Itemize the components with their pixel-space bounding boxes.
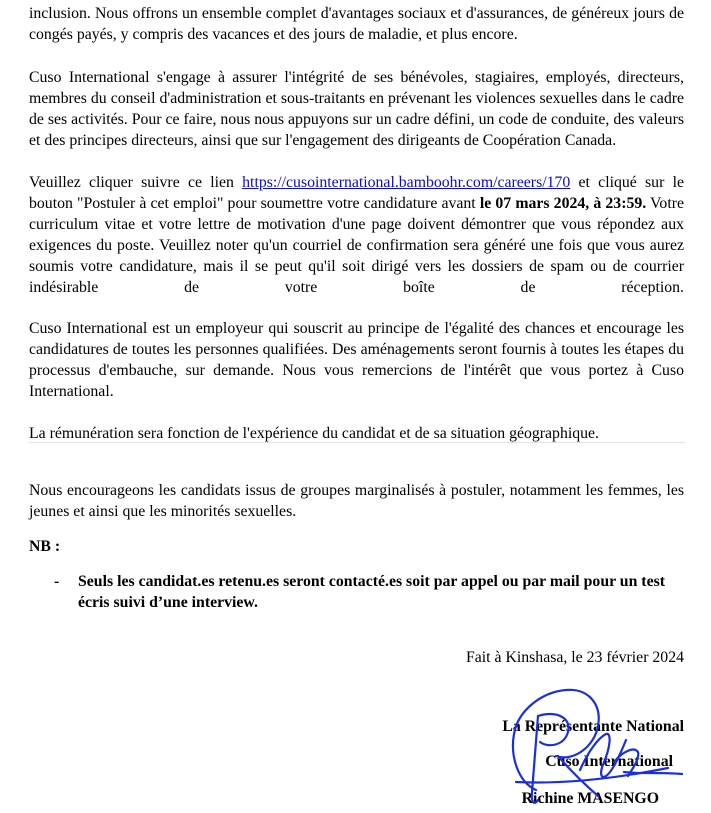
careers-link[interactable]: https://cusointernational.bamboohr.com/careers/170 [242, 174, 571, 191]
paragraph-equal-opportunity: Cuso International est un employeur qui souscrit au principe de l'égalité des chances et encourage les candidatures de toutes les personnes qualifiées. Des aménagements seront fournis à toutes les étapes du processus d'embauche, sur demande. Nous vous remercions de l'intérêt que vous portez à Cuso International. [29, 320, 684, 400]
bullet-dash: - [54, 573, 60, 590]
application-details-text: Votre curriculum vitae et votre lettre de motivation d'une page doivent démontrer que vous répondez aux exigences du poste. Veuillez noter qu'un courriel de confirmation sera généré une fois que vous aurez soumis votre candidature, mais il se peut qu'il soit dirigé vers les dossiers de spam ou de courrier indésirable de votre boîte de réception. [29, 195, 684, 296]
nb-label: NB : [29, 538, 61, 555]
paragraph-benefits: inclusion. Nous offrons un ensemble complet d'avantages sociaux et d'assurances, de généreux jours de congés payés, y compris des vacances et des jours de maladie, et plus encore. [29, 5, 684, 43]
signature-icon [498, 686, 688, 813]
signatory-organization: Cuso International [545, 753, 673, 770]
application-intro-text: Veuillez cliquer suivre ce lien [29, 174, 243, 191]
paragraph-integrity: Cuso International s'engage à assurer l'intégrité de ses bénévoles, stagiaires, employés, directeurs, membres du conseil d'administration et sous-traitants en prévenant les violences sexuelles dans le cadre de ses activités. Pour ce faire, nous nous appuyons sur un cadre défini, un code de conduite, des valeurs et des principes directeurs, ainsi que sur l'engagement des dirigeants de Coopération Canada. [29, 69, 684, 149]
signatory-title: La Représentante National [502, 718, 684, 735]
application-deadline: le 07 mars 2024, à 23:59. [479, 195, 647, 212]
paragraph-application [29, 172, 684, 298]
date-location: Fait à Kinshasa, le 23 février 2024 [465, 649, 684, 666]
signatory-name: Richine MASENGO [521, 790, 659, 807]
paragraph-remuneration: La rémunération sera fonction de l'expérience du candidat et de sa situation géographique. [29, 425, 599, 442]
nb-item: Seuls les candidat.es retenu.es seront contacté.es soit par appel ou par mail pour un test écris suivi d’une interview. [78, 573, 665, 611]
paragraph-encouragement: Nous encourageons les candidats issus de groupes marginalisés à postuler, notamment les femmes, les jeunes et ainsi que les minorités sexuelles. [29, 482, 684, 520]
application-middle-text: et cliqué sur le bouton "Postuler à cet emploi" pour soumettre votre candidature avant [29, 174, 684, 212]
divider-line [29, 442, 685, 443]
